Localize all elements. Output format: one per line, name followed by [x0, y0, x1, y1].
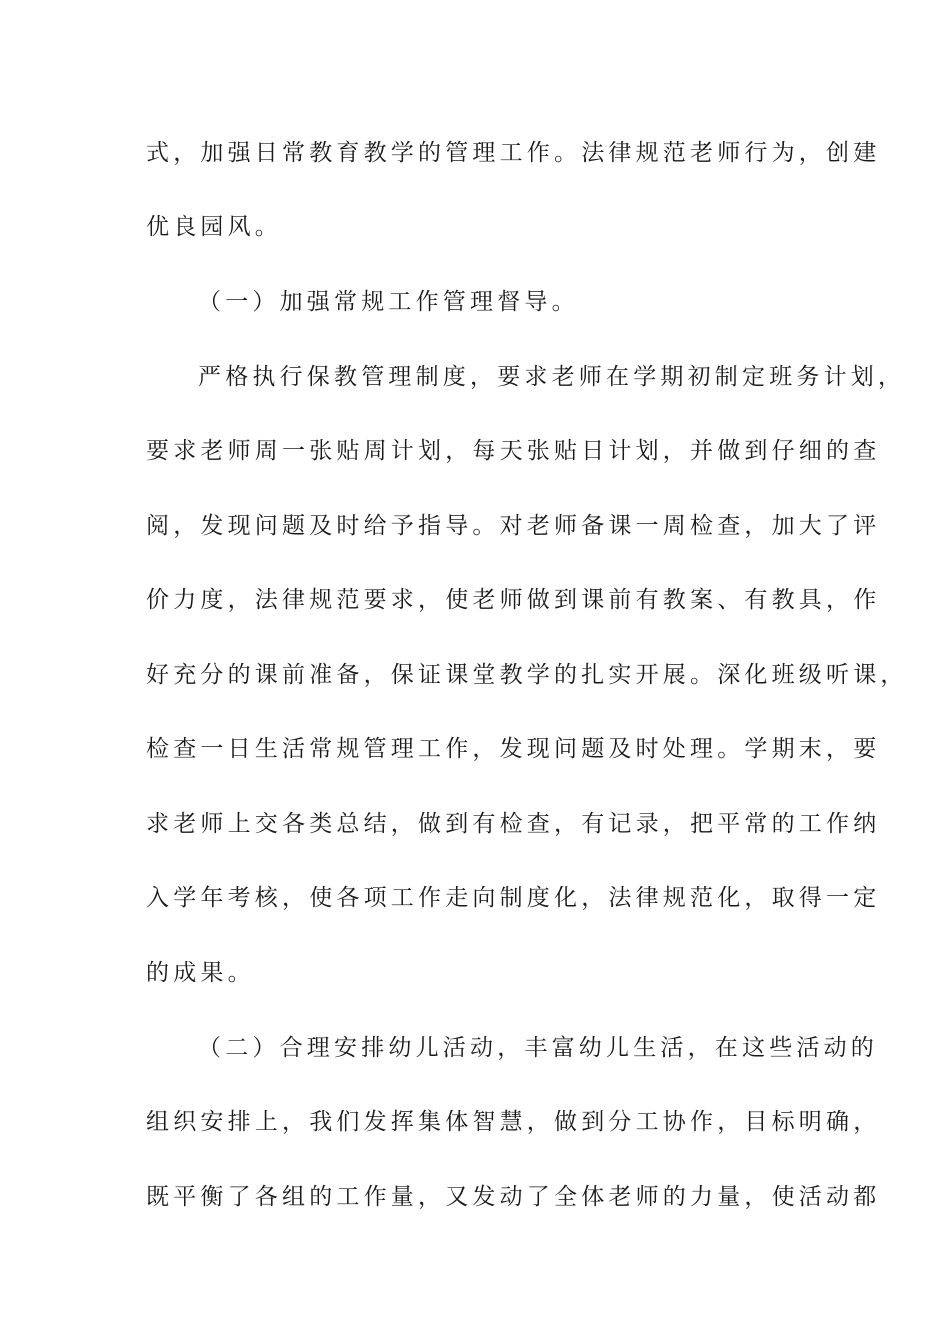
- text-line: 入学年考核，使各项工作走向制度化，法律规范化，取得一定: [146, 885, 881, 911]
- text-line: 严格执行保教管理制度，要求老师在学期初制定班务计划，: [198, 364, 906, 390]
- text-line: 优良园风。: [146, 214, 282, 240]
- text-line: 要求老师周一张贴周计划，每天张贴日计划，并做到仔细的查: [146, 438, 881, 464]
- text-line: 的成果。: [146, 960, 255, 986]
- text-line: 式，加强日常教育教学的管理工作。法律规范老师行为，创建: [146, 140, 881, 166]
- section-heading: （二）合理安排幼儿活动，丰富幼儿生活，在这些活动的: [198, 1035, 878, 1061]
- section-heading: （一）加强常规工作管理督导。: [198, 289, 579, 315]
- text-line: 求老师上交各类总结，做到有检查，有记录，把平常的工作纳: [146, 811, 881, 837]
- text-line: 阅，发现问题及时给予指导。对老师备课一周检查，加大了评: [146, 513, 881, 539]
- text-line: 组织安排上，我们发挥集体智慧，做到分工协作，目标明确，: [146, 1109, 881, 1135]
- text-line: 价力度，法律规范要求，使老师做到课前有教案、有教具，作: [146, 587, 881, 613]
- text-line: 既平衡了各组的工作量，又发动了全体老师的力量，使活动都: [146, 1184, 881, 1210]
- text-line: 检查一日生活常规管理工作，发现问题及时处理。学期末，要: [146, 736, 881, 762]
- text-line: 好充分的课前准备，保证课堂教学的扎实开展。深化班级听课，: [146, 662, 908, 688]
